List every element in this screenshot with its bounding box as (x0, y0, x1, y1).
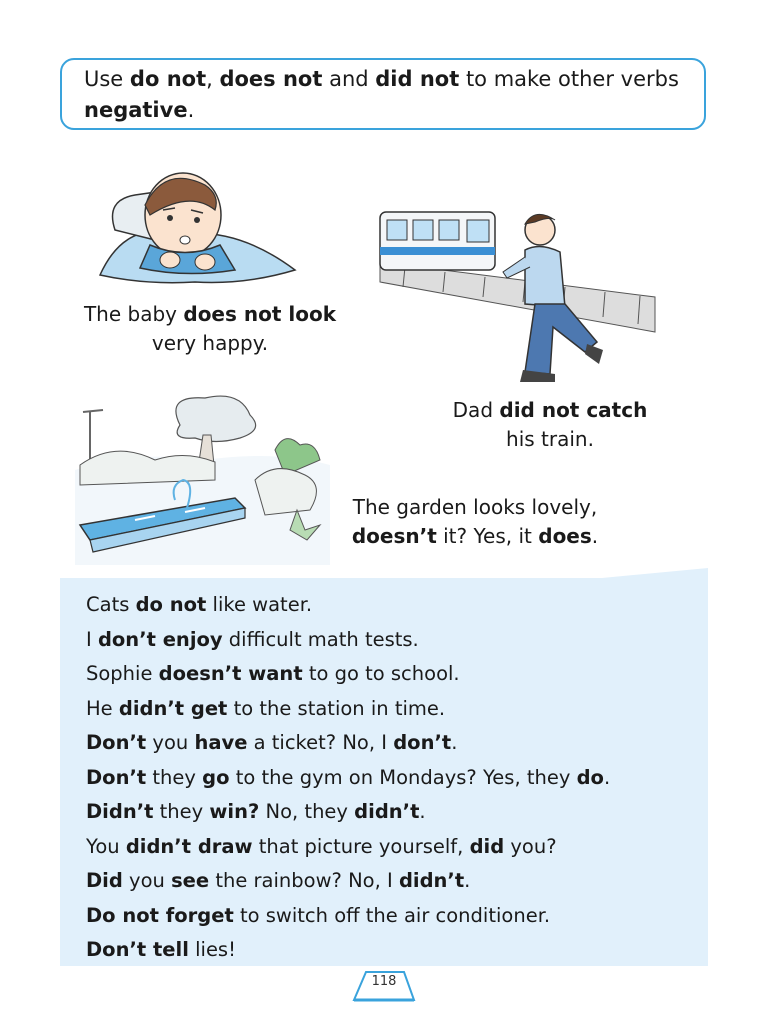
rule-part: , (206, 67, 220, 91)
rule-part: to make other verbs (459, 67, 679, 91)
dad-caption-post: his train. (506, 427, 594, 451)
garden-caption (330, 493, 620, 551)
example-bold: didn’t get (118, 696, 228, 720)
dad-caption-pre: Dad (452, 398, 500, 422)
rule-part: and (322, 67, 376, 91)
example-text: to the station in time. (227, 696, 446, 720)
rule-part-bold: did not (375, 67, 460, 91)
page-number-badge (352, 968, 416, 1002)
example-bold: do (576, 765, 604, 789)
rule-part: Use (84, 67, 130, 91)
example-text: Cats (86, 593, 136, 616)
train-illustration (375, 192, 665, 387)
rule-part-bold: negative (84, 98, 188, 122)
example-sentence (86, 761, 708, 796)
garden-caption-bold-2: does (538, 524, 592, 548)
garden-caption-bold-1: doesn’t (351, 524, 437, 548)
example-text: you? (504, 834, 557, 858)
example-sentence (86, 933, 708, 968)
example-bold: see (171, 869, 210, 892)
example-bold: Do not forget (86, 903, 234, 927)
example-bold: doesn’t want (158, 662, 303, 685)
dad-caption-bold: did not catch (499, 398, 648, 422)
example-text: you (146, 731, 195, 754)
example-text: that picture yourself, (252, 834, 470, 858)
example-text: they (153, 800, 210, 823)
example-bold: Don’t (86, 765, 147, 789)
example-text: You (86, 834, 126, 858)
baby-illustration (95, 160, 305, 290)
example-bold: didn’t draw (125, 834, 253, 858)
examples-panel (60, 578, 708, 966)
example-sentence (86, 588, 708, 623)
baby-caption-bold: does not look (183, 302, 337, 326)
example-text: to switch off the air conditioner. (233, 903, 551, 927)
example-text: Sophie (86, 662, 159, 685)
example-text: . (464, 869, 471, 892)
example-sentence (86, 623, 708, 658)
example-text: to go to school. (302, 662, 460, 685)
example-text: the rainbow? No, I (209, 869, 399, 892)
garden-illustration (75, 390, 335, 568)
example-bold: win? (209, 800, 260, 823)
baby-caption-pre: The baby (83, 302, 184, 326)
example-bold: don’t (393, 731, 452, 754)
rule-part-bold: do not (129, 67, 207, 91)
example-bold: don’t enjoy (97, 627, 223, 651)
example-bold: do not (135, 593, 207, 616)
example-bold: Didn’t (86, 800, 154, 823)
example-sentence (86, 657, 708, 692)
example-sentence (86, 899, 708, 934)
rule-part-bold: does not (219, 67, 323, 91)
rule-part: . (187, 98, 195, 122)
example-text: No, they (259, 800, 355, 823)
garden-caption-mid: it? Yes, it (436, 524, 539, 548)
example-sentence (86, 830, 708, 865)
example-bold: have (194, 731, 248, 754)
example-bold: Don’t (86, 731, 147, 754)
example-bold: did (469, 834, 505, 858)
baby-caption-post: very happy. (151, 331, 269, 355)
example-text: I (86, 627, 98, 651)
example-text: they (146, 765, 203, 789)
garden-caption-end: . (591, 524, 599, 548)
rule-box (60, 58, 706, 130)
example-sentence (86, 795, 708, 830)
garden-caption-line1: The garden looks lovely, (352, 495, 598, 519)
example-bold: Don’t tell (86, 938, 189, 961)
example-bold: didn’t (398, 869, 465, 892)
example-text: . (603, 765, 611, 789)
example-text: lies! (188, 938, 236, 961)
example-text: you (122, 869, 172, 892)
example-sentence (86, 692, 708, 727)
example-text: . (451, 731, 458, 754)
example-text: He (86, 696, 119, 720)
example-text: . (419, 800, 426, 823)
baby-caption (60, 300, 360, 358)
example-bold: go (202, 765, 230, 789)
example-text: to the gym on Mondays? Yes, they (229, 765, 577, 789)
example-sentence (86, 864, 708, 899)
page-number: 118 (371, 974, 397, 989)
example-text: like water. (206, 593, 313, 616)
example-text: a ticket? No, I (247, 731, 394, 754)
example-list (60, 578, 708, 968)
example-bold: Did (86, 869, 123, 892)
dad-caption (430, 396, 670, 454)
example-bold: didn’t (354, 800, 420, 823)
example-text: difficult math tests. (222, 627, 419, 651)
example-sentence (86, 726, 708, 761)
